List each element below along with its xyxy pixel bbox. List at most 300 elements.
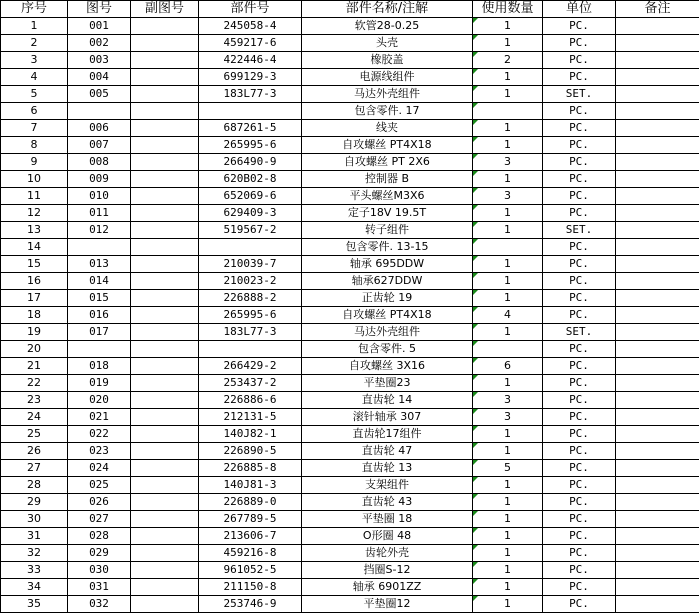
cell-qty[interactable]: 1 (473, 69, 543, 86)
cell-sub-fig[interactable] (131, 171, 199, 188)
cell-unit[interactable]: PC. (543, 341, 616, 358)
cell-unit[interactable]: PC. (543, 35, 616, 52)
cell-qty[interactable]: 4 (473, 307, 543, 324)
cell-part-no[interactable]: 226889-0 (199, 494, 302, 511)
cell-part-no[interactable]: 226885-8 (199, 460, 302, 477)
cell-fig[interactable]: 031 (68, 579, 131, 596)
cell-seq[interactable]: 33 (1, 562, 68, 579)
cell-part-name[interactable]: 自攻螺丝 3X16 (302, 358, 473, 375)
cell-part-name[interactable]: 平头螺丝M3X6 (302, 188, 473, 205)
cell-note[interactable] (616, 562, 699, 579)
cell-part-name[interactable]: O形圈 48 (302, 528, 473, 545)
cell-fig[interactable]: 011 (68, 205, 131, 222)
cell-part-no[interactable]: 687261-5 (199, 120, 302, 137)
cell-fig[interactable]: 018 (68, 358, 131, 375)
cell-part-no[interactable]: 652069-6 (199, 188, 302, 205)
table-row (1, 426, 699, 443)
cell-sub-fig[interactable] (131, 562, 199, 579)
cell-fig[interactable]: 003 (68, 52, 131, 69)
cell-qty[interactable]: 1 (473, 494, 543, 511)
cell-qty[interactable]: 1 (473, 596, 543, 613)
cell-seq[interactable]: 11 (1, 188, 68, 205)
cell-part-name[interactable]: 轴承 695DDW (302, 256, 473, 273)
cell-fig[interactable]: 002 (68, 35, 131, 52)
cell-sub-fig[interactable] (131, 69, 199, 86)
cell-seq[interactable]: 18 (1, 307, 68, 324)
cell-fig[interactable]: 007 (68, 137, 131, 154)
cell-unit[interactable]: PC. (543, 103, 616, 120)
cell-qty[interactable]: 1 (473, 562, 543, 579)
cell-part-no[interactable]: 266490-9 (199, 154, 302, 171)
cell-unit[interactable]: PC. (543, 392, 616, 409)
cell-part-no[interactable]: 459217-6 (199, 35, 302, 52)
cell-part-name[interactable]: 定子18V 19.5T (302, 205, 473, 222)
cell-fig[interactable] (68, 239, 131, 256)
cell-seq[interactable]: 16 (1, 273, 68, 290)
cell-qty[interactable]: 2 (473, 52, 543, 69)
cell-note[interactable] (616, 494, 699, 511)
cell-note[interactable] (616, 358, 699, 375)
cell-unit[interactable]: PC. (543, 256, 616, 273)
cell-unit[interactable]: PC. (543, 358, 616, 375)
cell-note[interactable] (616, 545, 699, 562)
cell-fig[interactable]: 025 (68, 477, 131, 494)
cell-sub-fig[interactable] (131, 392, 199, 409)
header-unit[interactable]: 单位 (543, 1, 616, 18)
cell-fig[interactable]: 004 (68, 69, 131, 86)
cell-sub-fig[interactable] (131, 18, 199, 35)
cell-seq[interactable]: 15 (1, 256, 68, 273)
cell-fig[interactable]: 010 (68, 188, 131, 205)
header-qty[interactable]: 使用数量 (473, 1, 543, 18)
cell-unit[interactable]: PC. (543, 426, 616, 443)
cell-part-name[interactable]: 平垫圈12 (302, 596, 473, 613)
cell-unit[interactable]: PC. (543, 205, 616, 222)
cell-qty[interactable] (473, 239, 543, 256)
cell-sub-fig[interactable] (131, 443, 199, 460)
cell-note[interactable] (616, 120, 699, 137)
cell-part-no[interactable]: 211150-8 (199, 579, 302, 596)
cell-part-no[interactable]: 253437-2 (199, 375, 302, 392)
cell-part-no[interactable]: 422446-4 (199, 52, 302, 69)
cell-unit[interactable]: PC. (543, 137, 616, 154)
cell-seq[interactable]: 19 (1, 324, 68, 341)
cell-qty[interactable]: 1 (473, 511, 543, 528)
cell-seq[interactable]: 24 (1, 409, 68, 426)
cell-note[interactable] (616, 69, 699, 86)
cell-unit[interactable]: PC. (543, 511, 616, 528)
cell-part-no[interactable] (199, 341, 302, 358)
cell-sub-fig[interactable] (131, 137, 199, 154)
cell-note[interactable] (616, 307, 699, 324)
cell-unit[interactable]: PC. (543, 290, 616, 307)
cell-note[interactable] (616, 18, 699, 35)
cell-part-name[interactable]: 控制器 B (302, 171, 473, 188)
cell-part-name[interactable]: 直齿轮 14 (302, 392, 473, 409)
cell-seq[interactable]: 20 (1, 341, 68, 358)
cell-fig[interactable]: 001 (68, 18, 131, 35)
cell-note[interactable] (616, 477, 699, 494)
cell-part-no[interactable]: 629409-3 (199, 205, 302, 222)
cell-qty[interactable]: 1 (473, 18, 543, 35)
cell-fig[interactable]: 019 (68, 375, 131, 392)
cell-part-no[interactable] (199, 103, 302, 120)
cell-qty[interactable]: 3 (473, 154, 543, 171)
cell-part-no[interactable]: 620B02-8 (199, 171, 302, 188)
table-row (1, 86, 699, 103)
cell-qty[interactable]: 1 (473, 120, 543, 137)
cell-part-name[interactable]: 橡胶盖 (302, 52, 473, 69)
cell-part-no[interactable]: 265995-6 (199, 137, 302, 154)
cell-seq[interactable]: 27 (1, 460, 68, 477)
cell-part-name[interactable]: 轴承 6901ZZ (302, 579, 473, 596)
cell-unit[interactable]: PC. (543, 596, 616, 613)
cell-part-no[interactable]: 140J82-1 (199, 426, 302, 443)
cell-seq[interactable]: 9 (1, 154, 68, 171)
cell-fig[interactable]: 006 (68, 120, 131, 137)
cell-note[interactable] (616, 511, 699, 528)
cell-seq[interactable]: 23 (1, 392, 68, 409)
cell-unit[interactable]: PC. (543, 460, 616, 477)
cell-sub-fig[interactable] (131, 52, 199, 69)
cell-qty[interactable]: 3 (473, 188, 543, 205)
table-row (1, 222, 699, 239)
cell-fig[interactable]: 013 (68, 256, 131, 273)
cell-seq[interactable]: 30 (1, 511, 68, 528)
cell-part-name[interactable]: 挡圈S-12 (302, 562, 473, 579)
cell-part-name[interactable]: 直齿轮17组件 (302, 426, 473, 443)
cell-fig[interactable]: 017 (68, 324, 131, 341)
table-row (1, 494, 699, 511)
cell-fig[interactable]: 020 (68, 392, 131, 409)
cell-part-no[interactable]: 212131-5 (199, 409, 302, 426)
cell-fig[interactable]: 023 (68, 443, 131, 460)
cell-qty[interactable]: 1 (473, 324, 543, 341)
cell-part-no[interactable]: 226890-5 (199, 443, 302, 460)
cell-note[interactable] (616, 290, 699, 307)
cell-part-no[interactable]: 183L77-3 (199, 86, 302, 103)
cell-unit[interactable]: PC. (543, 375, 616, 392)
cell-part-no[interactable]: 183L77-3 (199, 324, 302, 341)
table-row (1, 273, 699, 290)
cell-fig[interactable]: 027 (68, 511, 131, 528)
cell-fig[interactable]: 029 (68, 545, 131, 562)
cell-seq[interactable]: 3 (1, 52, 68, 69)
cell-note[interactable] (616, 52, 699, 69)
cell-fig[interactable] (68, 341, 131, 358)
cell-fig[interactable]: 014 (68, 273, 131, 290)
cell-part-name[interactable]: 线夹 (302, 120, 473, 137)
cell-part-no[interactable]: 267789-5 (199, 511, 302, 528)
table-row (1, 103, 699, 120)
table-row (1, 341, 699, 358)
cell-sub-fig[interactable] (131, 256, 199, 273)
cell-qty[interactable]: 1 (473, 205, 543, 222)
cell-part-no[interactable]: 961052-5 (199, 562, 302, 579)
cell-fig[interactable]: 021 (68, 409, 131, 426)
cell-qty[interactable]: 1 (473, 528, 543, 545)
cell-sub-fig[interactable] (131, 375, 199, 392)
cell-qty[interactable]: 1 (473, 545, 543, 562)
cell-sub-fig[interactable] (131, 205, 199, 222)
cell-part-no[interactable]: 253746-9 (199, 596, 302, 613)
cell-fig[interactable]: 009 (68, 171, 131, 188)
cell-seq[interactable]: 17 (1, 290, 68, 307)
cell-qty[interactable]: 1 (473, 222, 543, 239)
cell-note[interactable] (616, 205, 699, 222)
cell-unit[interactable]: PC. (543, 52, 616, 69)
cell-sub-fig[interactable] (131, 494, 199, 511)
header-note[interactable]: 备注 (616, 1, 699, 18)
cell-fig[interactable]: 028 (68, 528, 131, 545)
cell-part-name[interactable]: 滚针轴承 307 (302, 409, 473, 426)
cell-part-no[interactable]: 213606-7 (199, 528, 302, 545)
cell-unit[interactable]: PC. (543, 477, 616, 494)
cell-fig[interactable]: 022 (68, 426, 131, 443)
cell-note[interactable] (616, 596, 699, 613)
cell-note[interactable] (616, 171, 699, 188)
header-fig[interactable]: 图号 (68, 1, 131, 18)
cell-part-name[interactable]: 包含零件. 13-15 (302, 239, 473, 256)
cell-part-no[interactable]: 210023-2 (199, 273, 302, 290)
cell-seq[interactable]: 14 (1, 239, 68, 256)
cell-sub-fig[interactable] (131, 358, 199, 375)
cell-qty[interactable]: 1 (473, 426, 543, 443)
cell-seq[interactable]: 32 (1, 545, 68, 562)
cell-unit[interactable]: SET. (543, 222, 616, 239)
cell-part-no[interactable]: 245058-4 (199, 18, 302, 35)
cell-note[interactable] (616, 324, 699, 341)
cell-part-name[interactable]: 自攻螺丝 PT4X18 (302, 307, 473, 324)
header-part-no[interactable]: 部件号 (199, 1, 302, 18)
cell-qty[interactable]: 1 (473, 171, 543, 188)
cell-sub-fig[interactable] (131, 341, 199, 358)
cell-seq[interactable]: 28 (1, 477, 68, 494)
cell-unit[interactable]: PC. (543, 120, 616, 137)
cell-qty[interactable]: 1 (473, 579, 543, 596)
cell-unit[interactable]: SET. (543, 86, 616, 103)
cell-seq[interactable]: 5 (1, 86, 68, 103)
cell-sub-fig[interactable] (131, 307, 199, 324)
cell-sub-fig[interactable] (131, 511, 199, 528)
cell-note[interactable] (616, 341, 699, 358)
cell-part-name[interactable]: 支架组件 (302, 477, 473, 494)
cell-note[interactable] (616, 239, 699, 256)
table-row (1, 562, 699, 579)
cell-seq[interactable]: 25 (1, 426, 68, 443)
cell-part-name[interactable]: 包含零件. 17 (302, 103, 473, 120)
cell-seq[interactable]: 31 (1, 528, 68, 545)
cell-part-name[interactable]: 平垫圈 18 (302, 511, 473, 528)
table-row (1, 69, 699, 86)
cell-unit[interactable]: PC. (543, 579, 616, 596)
cell-note[interactable] (616, 154, 699, 171)
cell-note[interactable] (616, 86, 699, 103)
cell-seq[interactable]: 8 (1, 137, 68, 154)
cell-unit[interactable]: PC. (543, 171, 616, 188)
cell-unit[interactable]: PC. (543, 18, 616, 35)
cell-sub-fig[interactable] (131, 426, 199, 443)
cell-part-name[interactable]: 自攻螺丝 PT4X18 (302, 137, 473, 154)
cell-qty[interactable]: 5 (473, 460, 543, 477)
cell-unit[interactable]: SET. (543, 324, 616, 341)
cell-unit[interactable]: PC. (543, 528, 616, 545)
cell-part-no[interactable]: 266429-2 (199, 358, 302, 375)
cell-unit[interactable]: PC. (543, 545, 616, 562)
cell-part-no[interactable]: 265995-6 (199, 307, 302, 324)
cell-unit[interactable]: PC. (543, 69, 616, 86)
cell-sub-fig[interactable] (131, 545, 199, 562)
cell-seq[interactable]: 29 (1, 494, 68, 511)
cell-unit[interactable]: PC. (543, 239, 616, 256)
cell-part-name[interactable]: 马达外壳组件 (302, 86, 473, 103)
cell-note[interactable] (616, 375, 699, 392)
cell-sub-fig[interactable] (131, 579, 199, 596)
cell-part-no[interactable]: 226886-6 (199, 392, 302, 409)
cell-note[interactable] (616, 579, 699, 596)
cell-note[interactable] (616, 137, 699, 154)
cell-seq[interactable]: 12 (1, 205, 68, 222)
cell-qty[interactable]: 6 (473, 358, 543, 375)
cell-sub-fig[interactable] (131, 188, 199, 205)
cell-seq[interactable]: 21 (1, 358, 68, 375)
cell-qty[interactable] (473, 341, 543, 358)
cell-note[interactable] (616, 443, 699, 460)
cell-qty[interactable]: 1 (473, 443, 543, 460)
cell-unit[interactable]: PC. (543, 188, 616, 205)
cell-qty[interactable]: 1 (473, 290, 543, 307)
cell-sub-fig[interactable] (131, 596, 199, 613)
cell-note[interactable] (616, 426, 699, 443)
cell-part-name[interactable]: 自攻螺丝 PT 2X6 (302, 154, 473, 171)
header-part-name[interactable]: 部件名称/注解 (302, 1, 473, 18)
cell-part-no[interactable]: 699129-3 (199, 69, 302, 86)
header-sub-fig[interactable]: 副图号 (131, 1, 199, 18)
cell-fig[interactable]: 016 (68, 307, 131, 324)
cell-unit[interactable]: PC. (543, 443, 616, 460)
cell-seq[interactable]: 7 (1, 120, 68, 137)
cell-sub-fig[interactable] (131, 154, 199, 171)
cell-part-no[interactable]: 210039-7 (199, 256, 302, 273)
cell-note[interactable] (616, 35, 699, 52)
cell-fig[interactable]: 012 (68, 222, 131, 239)
cell-sub-fig[interactable] (131, 528, 199, 545)
cell-unit[interactable]: PC. (543, 562, 616, 579)
cell-sub-fig[interactable] (131, 324, 199, 341)
cell-qty[interactable]: 1 (473, 35, 543, 52)
cell-fig[interactable]: 032 (68, 596, 131, 613)
cell-unit[interactable]: PC. (543, 409, 616, 426)
cell-qty[interactable]: 1 (473, 137, 543, 154)
table-row (1, 188, 699, 205)
cell-seq[interactable]: 10 (1, 171, 68, 188)
cell-seq[interactable]: 1 (1, 18, 68, 35)
cell-sub-fig[interactable] (131, 290, 199, 307)
cell-part-name[interactable]: 直齿轮 43 (302, 494, 473, 511)
cell-part-name[interactable]: 转子组件 (302, 222, 473, 239)
cell-part-name[interactable]: 直齿轮 13 (302, 460, 473, 477)
cell-note[interactable] (616, 222, 699, 239)
cell-fig[interactable]: 026 (68, 494, 131, 511)
cell-qty[interactable]: 3 (473, 409, 543, 426)
cell-part-no[interactable]: 226888-2 (199, 290, 302, 307)
cell-part-name[interactable]: 软管28-0.25 (302, 18, 473, 35)
cell-unit[interactable]: PC. (543, 307, 616, 324)
cell-qty[interactable]: 1 (473, 273, 543, 290)
table-row (1, 409, 699, 426)
cell-qty[interactable]: 3 (473, 392, 543, 409)
cell-qty[interactable]: 1 (473, 477, 543, 494)
cell-sub-fig[interactable] (131, 35, 199, 52)
cell-qty[interactable]: 1 (473, 375, 543, 392)
cell-note[interactable] (616, 103, 699, 120)
cell-qty[interactable]: 1 (473, 86, 543, 103)
cell-part-name[interactable]: 包含零件. 5 (302, 341, 473, 358)
cell-sub-fig[interactable] (131, 103, 199, 120)
cell-seq[interactable]: 2 (1, 35, 68, 52)
cell-unit[interactable]: PC. (543, 154, 616, 171)
cell-qty[interactable] (473, 103, 543, 120)
cell-unit[interactable]: PC. (543, 494, 616, 511)
cell-seq[interactable]: 34 (1, 579, 68, 596)
table-row (1, 239, 699, 256)
cell-sub-fig[interactable] (131, 120, 199, 137)
cell-part-no[interactable]: 140J81-3 (199, 477, 302, 494)
cell-fig[interactable]: 030 (68, 562, 131, 579)
cell-part-no[interactable]: 519567-2 (199, 222, 302, 239)
cell-sub-fig[interactable] (131, 477, 199, 494)
cell-note[interactable] (616, 188, 699, 205)
cell-sub-fig[interactable] (131, 86, 199, 103)
cell-note[interactable] (616, 409, 699, 426)
cell-note[interactable] (616, 273, 699, 290)
cell-note[interactable] (616, 460, 699, 477)
cell-sub-fig[interactable] (131, 409, 199, 426)
cell-sub-fig[interactable] (131, 222, 199, 239)
cell-qty[interactable]: 1 (473, 256, 543, 273)
cell-part-name[interactable]: 电源线组件 (302, 69, 473, 86)
cell-seq[interactable]: 22 (1, 375, 68, 392)
cell-fig[interactable]: 024 (68, 460, 131, 477)
cell-note[interactable] (616, 256, 699, 273)
cell-fig[interactable]: 015 (68, 290, 131, 307)
cell-fig[interactable] (68, 103, 131, 120)
header-seq[interactable]: 序号 (1, 1, 68, 18)
cell-note[interactable] (616, 392, 699, 409)
cell-seq[interactable]: 6 (1, 103, 68, 120)
cell-part-name[interactable]: 头壳 (302, 35, 473, 52)
cell-part-name[interactable]: 直齿轮 47 (302, 443, 473, 460)
cell-fig[interactable]: 005 (68, 86, 131, 103)
cell-fig[interactable]: 008 (68, 154, 131, 171)
cell-sub-fig[interactable] (131, 460, 199, 477)
cell-sub-fig[interactable] (131, 273, 199, 290)
cell-part-name[interactable]: 轴承627DDW (302, 273, 473, 290)
cell-part-no[interactable] (199, 239, 302, 256)
cell-part-no[interactable]: 459216-8 (199, 545, 302, 562)
cell-unit[interactable]: PC. (543, 273, 616, 290)
cell-part-name[interactable]: 马达外壳组件 (302, 324, 473, 341)
cell-part-name[interactable]: 齿轮外壳 (302, 545, 473, 562)
cell-seq[interactable]: 4 (1, 69, 68, 86)
cell-seq[interactable]: 26 (1, 443, 68, 460)
cell-seq[interactable]: 35 (1, 596, 68, 613)
cell-part-name[interactable]: 正齿轮 19 (302, 290, 473, 307)
cell-sub-fig[interactable] (131, 239, 199, 256)
cell-note[interactable] (616, 528, 699, 545)
cell-part-name[interactable]: 平垫圈23 (302, 375, 473, 392)
cell-seq[interactable]: 13 (1, 222, 68, 239)
